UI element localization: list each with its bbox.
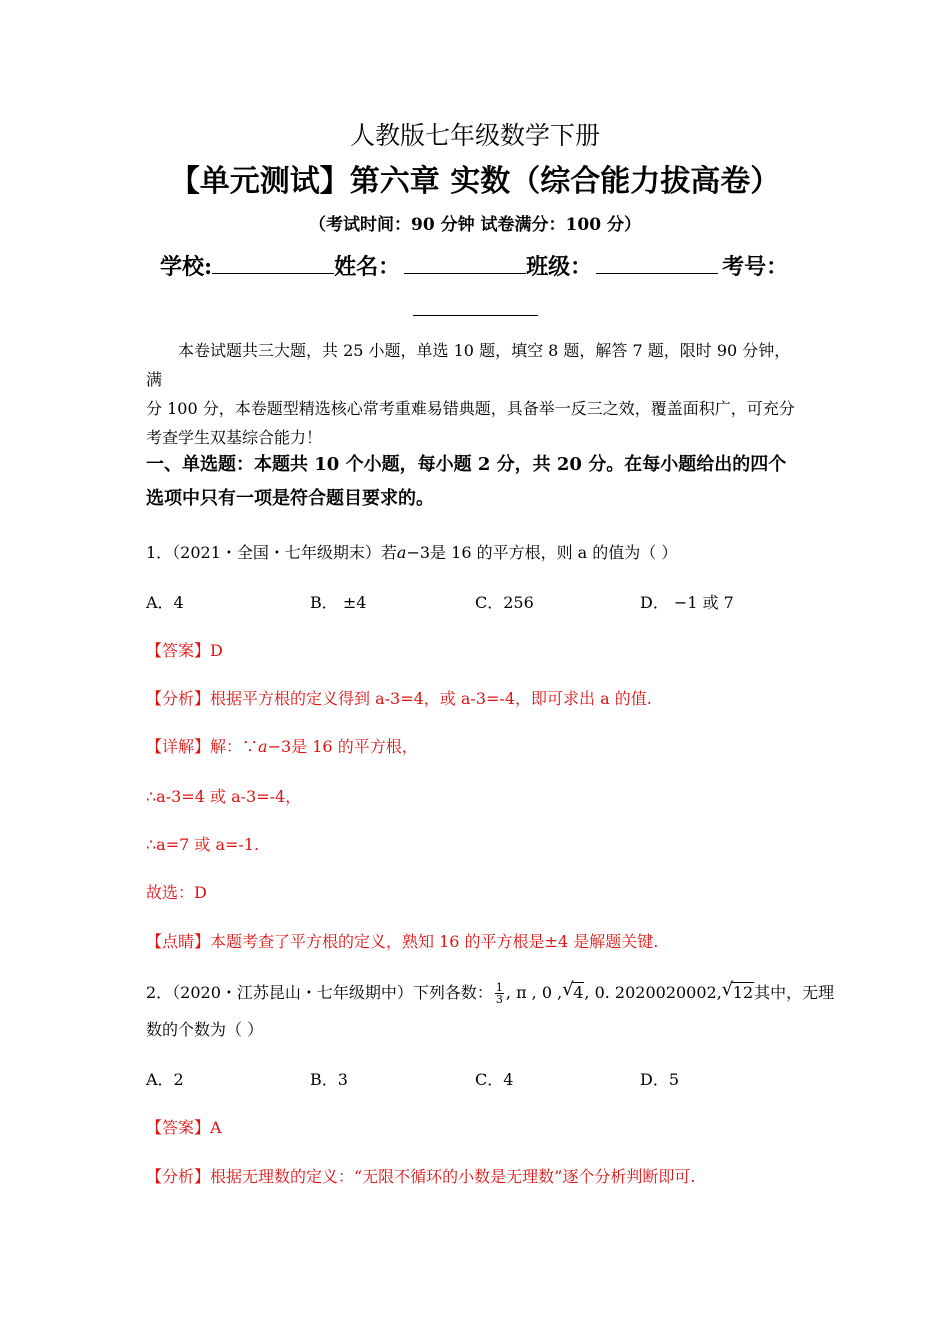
q1-comment: 【点睛】本题考查了平方根的定义，熟知 16 的平方根是±4 是解题关键. bbox=[146, 932, 659, 951]
q1-option-c: C．256 bbox=[475, 593, 534, 612]
class-blank bbox=[596, 251, 718, 274]
q1-choose: 故选：D bbox=[146, 883, 207, 902]
q1-step: ∴a=7 或 a=-1. bbox=[146, 835, 260, 854]
q1-detail-prefix: 【详解】解：∵ bbox=[146, 737, 259, 756]
exam-info: （考试时间：90 分钟 试卷满分：100 分） bbox=[309, 215, 641, 235]
q1-option-a: A．4 bbox=[146, 593, 184, 612]
q1-suffix: 是 16 的平方根，则 a 的值为（ ） bbox=[430, 543, 678, 562]
student-info-row bbox=[160, 250, 788, 281]
number-label: 考号： bbox=[722, 254, 789, 280]
sqrt-icon: √ bbox=[562, 979, 574, 1000]
q2-stem-line2: 数的个数为（ ） bbox=[146, 1020, 264, 1039]
q2-mid2: , 0. 2020020002, bbox=[584, 983, 722, 1002]
q1-expr: −3 bbox=[406, 543, 431, 562]
q2-option-d: D．5 bbox=[640, 1070, 680, 1089]
q1-detail-suffix: 是 16 的平方根， bbox=[291, 737, 418, 756]
school-label: 学校: bbox=[160, 254, 213, 280]
q1-option-d: D． −1 或 7 bbox=[640, 593, 734, 612]
sqrt-icon: √ bbox=[721, 979, 734, 1000]
q2-suffix: 其中，无理 bbox=[754, 983, 835, 1002]
q2-sqrt-4 bbox=[562, 979, 584, 1002]
section-line: 一、单选题：本题共 10 个小题，每小题 2 分，共 20 分。在每小题给出的四个 bbox=[146, 454, 787, 475]
intro-line: 本卷试题共三大题，共 25 小题，单选 10 题，填空 8 题，解答 7 题，限时 90 分钟，满 bbox=[146, 341, 791, 389]
q2-sqrt-4-value: 4 bbox=[573, 983, 584, 1002]
number-blank bbox=[413, 293, 538, 316]
q1-answer: 【答案】D bbox=[146, 641, 223, 660]
q2-fraction bbox=[495, 982, 504, 1005]
intro-line: 分 100 分，本卷题型精选核心常考重难易错典题，具备举一反三之效，覆盖面积广，可充分 bbox=[146, 399, 795, 418]
name-label: 姓名： bbox=[334, 254, 401, 280]
q2-option-a: A．2 bbox=[146, 1070, 184, 1089]
q1-step: ∴a-3=4 或 a-3=-4， bbox=[146, 787, 302, 806]
q2-answer: 【答案】A bbox=[146, 1118, 222, 1137]
q1-prefix: 1．（2021・全国・七年级期末）若 bbox=[146, 543, 397, 562]
question-1-stem bbox=[146, 540, 677, 563]
q2-frac-num: 1 bbox=[495, 981, 503, 994]
question-2-stem bbox=[146, 980, 834, 1005]
q1-detail-expr: −3 bbox=[267, 737, 292, 756]
name-blank bbox=[404, 251, 526, 274]
q1-analysis: 【分析】根据平方根的定义得到 a-3=4，或 a-3=-4，即可求出 a 的值. bbox=[146, 689, 652, 708]
document-subtitle: 【单元测试】第六章 实数（综合能力拔高卷） bbox=[169, 164, 781, 199]
section-line: 选项中只有一项是符合题目要求的。 bbox=[146, 488, 434, 509]
q1-detail bbox=[146, 734, 418, 757]
q1-option-b: B． ±4 bbox=[310, 593, 367, 612]
q2-mid: , π , 0 , bbox=[505, 983, 563, 1002]
q2-analysis: 【分析】根据无理数的定义：“无限不循环的小数是无理数”逐个分析判断即可. bbox=[146, 1167, 696, 1186]
class-label: 班级： bbox=[526, 254, 593, 280]
q1-detail-var: a bbox=[258, 737, 268, 756]
document-title: 人教版七年级数学下册 bbox=[349, 121, 600, 150]
q1-var: a bbox=[396, 543, 407, 562]
q2-frac-den: 3 bbox=[495, 993, 503, 1006]
school-blank bbox=[212, 251, 334, 274]
q2-prefix: 2．（2020・江苏昆山・七年级期中）下列各数： bbox=[146, 983, 493, 1002]
section-heading bbox=[146, 448, 816, 516]
intro-paragraph bbox=[146, 336, 806, 452]
q2-sqrt-12-value: 12 bbox=[732, 983, 754, 1002]
q2-option-c: C．4 bbox=[475, 1070, 514, 1089]
q2-option-b: B．3 bbox=[310, 1070, 348, 1089]
q2-sqrt-12 bbox=[721, 979, 754, 1002]
intro-line: 考查学生双基综合能力！ bbox=[146, 428, 323, 447]
